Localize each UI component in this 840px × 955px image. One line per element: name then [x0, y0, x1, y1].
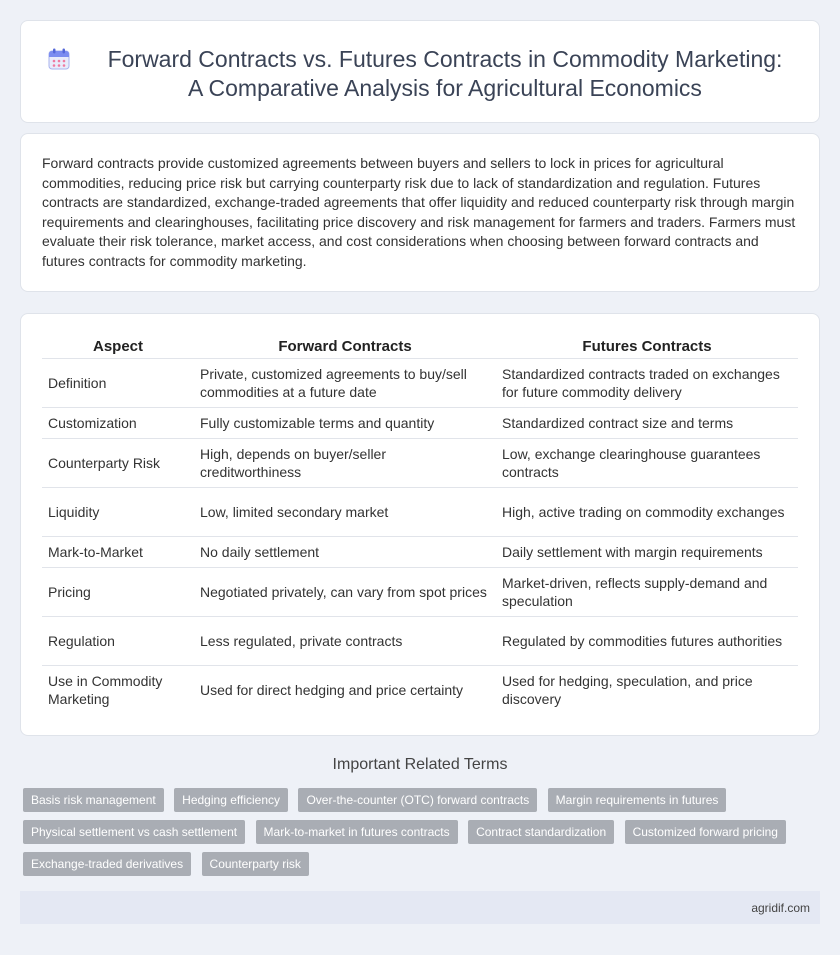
table-cell-futures: Low, exchange clearinghouse guarantees contracts — [496, 438, 798, 487]
table-row — [42, 536, 798, 567]
table-cell-forward: Low, limited secondary market — [194, 487, 496, 536]
table-cell-forward: Less regulated, private contracts — [194, 616, 496, 665]
table-row — [42, 665, 798, 714]
intro-paragraph: Forward contracts provide customized agreements between buyers and sellers to lock in prices for agricultural commodities, reducing price risk but carrying counterparty risk due to lack of standardization and regulation. Futures contracts are standardized, exchange-traded agreements that offer liquidity and reduced counterparty risk through margin requirements and clearinghouses, facilitating price discovery and risk management for farmers and traders. Farmers must evaluate their risk tolerance, market access, and cost considerations when choosing between forward contracts and futures contracts for commodity marketing. — [42, 155, 796, 269]
page-title-line-1: Forward Contracts vs. Futures Contracts in Commodity Marketing: — [107, 46, 783, 72]
table-cell-aspect: Counterparty Risk — [42, 438, 194, 487]
related-term-tag[interactable]: Mark-to-market in futures contracts — [256, 820, 458, 844]
table-header-row — [42, 334, 798, 358]
table-row — [42, 616, 798, 665]
table-cell-futures: Standardized contract size and terms — [496, 407, 798, 438]
table-cell-forward: Private, customized agreements to buy/sell commodities at a future date — [194, 358, 496, 407]
table-row — [42, 567, 798, 616]
comparison-table-card — [20, 313, 820, 736]
table-row — [42, 438, 798, 487]
table-cell-aspect: Pricing — [42, 567, 194, 616]
column-header-futures: Futures Contracts — [582, 338, 712, 356]
page-title-wrap — [51, 45, 799, 103]
table-cell-futures: Market-driven, reflects supply-demand and speculation — [496, 567, 798, 616]
table-cell-aspect: Liquidity — [42, 487, 194, 536]
table-cell-futures: Used for hedging, speculation, and price discovery — [496, 665, 798, 714]
related-terms-heading: Important Related Terms — [332, 756, 508, 773]
table-row — [42, 407, 798, 438]
table-cell-futures: Daily settlement with margin requirements — [496, 536, 798, 567]
table-cell-aspect: Definition — [42, 358, 194, 407]
related-term-tag[interactable]: Margin requirements in futures — [548, 788, 727, 812]
intro-card — [20, 133, 820, 292]
footer-site-link[interactable]: agridif.com — [751, 901, 810, 915]
table-row — [42, 487, 798, 536]
table-cell-futures: Standardized contracts traded on exchanges for future commodity delivery — [496, 358, 798, 407]
related-terms-list — [23, 788, 813, 884]
related-term-tag[interactable]: Over-the-counter (OTC) forward contracts — [298, 788, 537, 812]
table-cell-aspect: Use in Commodity Marketing — [42, 665, 194, 714]
table-cell-forward: Used for direct hedging and price certainty — [194, 665, 496, 714]
related-term-tag[interactable]: Contract standardization — [468, 820, 614, 844]
page-title — [51, 45, 799, 103]
related-term-tag[interactable]: Physical settlement vs cash settlement — [23, 820, 245, 844]
table-cell-aspect: Regulation — [42, 616, 194, 665]
related-term-tag[interactable]: Counterparty risk — [202, 852, 309, 876]
table-cell-futures: Regulated by commodities futures authorities — [496, 616, 798, 665]
table-row — [42, 358, 798, 407]
header-card — [20, 20, 820, 123]
table-cell-aspect: Customization — [42, 407, 194, 438]
column-header-forward: Forward Contracts — [278, 338, 412, 356]
table-cell-forward: No daily settlement — [194, 536, 496, 567]
related-term-tag[interactable]: Basis risk management — [23, 788, 164, 812]
related-term-tag[interactable]: Exchange-traded derivatives — [23, 852, 191, 876]
column-header-aspect: Aspect — [92, 338, 144, 356]
table-cell-futures: High, active trading on commodity exchanges — [496, 487, 798, 536]
related-term-tag[interactable]: Hedging efficiency — [174, 788, 288, 812]
related-term-tag[interactable]: Customized forward pricing — [625, 820, 786, 844]
table-cell-forward: Negotiated privately, can vary from spot prices — [194, 567, 496, 616]
footer — [20, 891, 820, 924]
table-cell-forward: High, depends on buyer/seller creditworthiness — [194, 438, 496, 487]
table-cell-aspect: Mark-to-Market — [42, 536, 194, 567]
table-cell-forward: Fully customizable terms and quantity — [194, 407, 496, 438]
comparison-table — [42, 334, 798, 714]
page-title-line-2: A Comparative Analysis for Agricultural Economics — [188, 75, 702, 101]
